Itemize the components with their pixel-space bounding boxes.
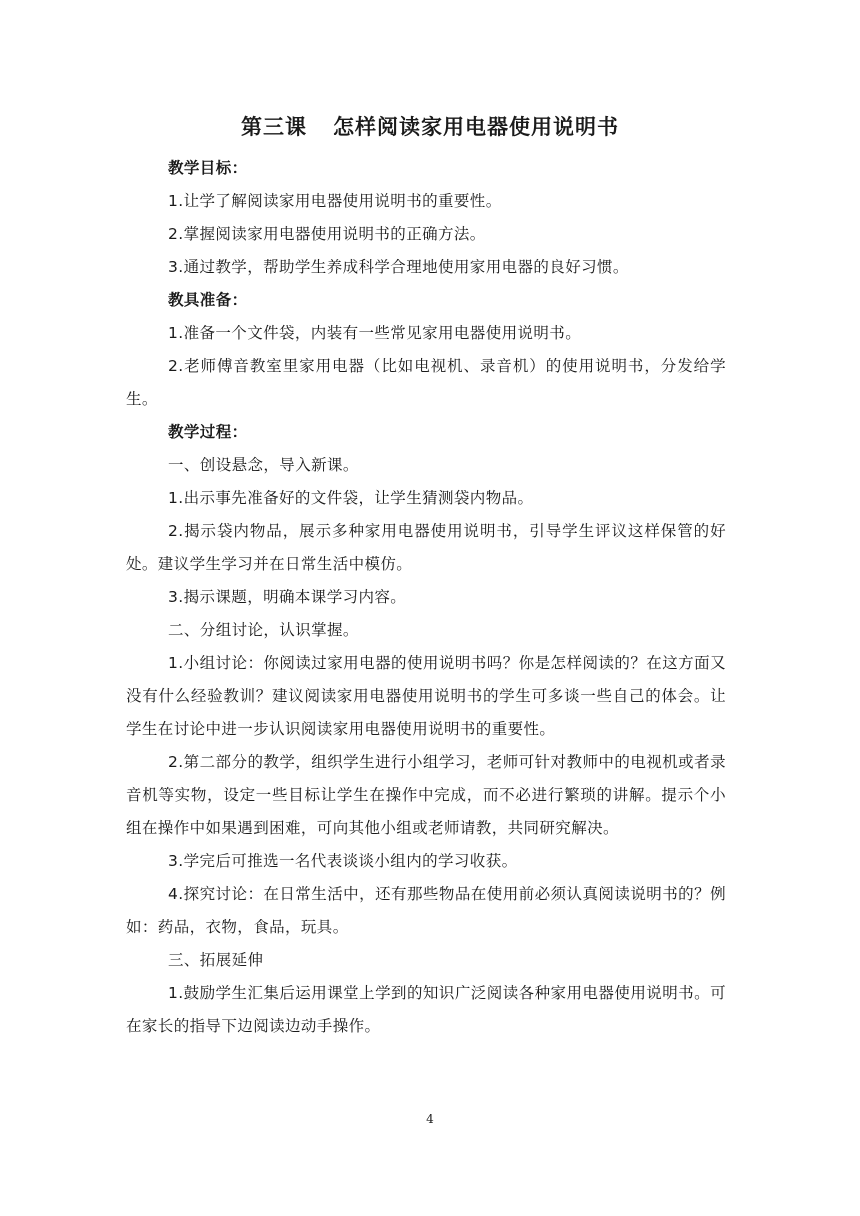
process-item: 3.揭示课题，明确本课学习内容。	[168, 588, 407, 606]
process-item: 2.揭示袋内物品，展示多种家用电器使用说明书，引导学生评议这样保管的好处。建议学生学习并在日常生活中模仿。	[126, 522, 726, 573]
process-item: 4.探究讨论：在日常生活中，还有那些物品在使用前必须认真阅读说明书的？例如：药品，衣物，食品，玩具。	[126, 885, 726, 936]
section-heading: 一、创设悬念，导入新课。	[168, 456, 359, 474]
prep-heading: 教具准备：	[168, 291, 248, 309]
goal-item: 3.通过教学，帮助学生养成科学合理地使用家用电器的良好习惯。	[168, 258, 629, 276]
page-title	[0, 112, 860, 142]
lesson-number: 第三课	[241, 115, 307, 139]
process-item: 2.第二部分的教学，组织学生进行小组学习，老师可针对教师中的电视机或者录音机等实物，设定一些目标让学生在操作中完成，而不必进行繁琐的讲解。提示个小组在操作中如果遇到困难，可向其他小组或老师请教，共同研究解决。	[126, 753, 726, 837]
section-heading: 三、拓展延伸	[168, 951, 264, 969]
process-item: 1.鼓励学生汇集后运用课堂上学到的知识广泛阅读各种家用电器使用说明书。可在家长的指导下边阅读边动手操作。	[126, 984, 726, 1035]
prep-item: 2.老师傅音教室里家用电器（比如电视机、录音机）的使用说明书，分发给学生。	[126, 357, 726, 408]
goal-item: 2.掌握阅读家用电器使用说明书的正确方法。	[168, 225, 486, 243]
page-number: 4	[426, 1112, 434, 1126]
process-item: 1.小组讨论：你阅读过家用电器的使用说明书吗？你是怎样阅读的？在这方面又没有什么经验教训？建议阅读家用电器使用说明书的学生可多谈一些自己的体会。让学生在讨论中进一步认识阅读家用电器使用说明书的重要性。	[126, 654, 726, 738]
process-item: 3.学完后可推选一名代表谈谈小组内的学习收获。	[168, 852, 518, 870]
goals-heading: 教学目标：	[168, 159, 248, 177]
document-body	[126, 152, 726, 1043]
goal-item: 1.让学了解阅读家用电器使用说明书的重要性。	[168, 192, 502, 210]
prep-item: 1.准备一个文件袋，内装有一些常见家用电器使用说明书。	[168, 324, 582, 342]
process-item: 1.出示事先准备好的文件袋，让学生猜测袋内物品。	[168, 489, 534, 507]
process-heading: 教学过程：	[168, 423, 248, 441]
section-heading: 二、分组讨论，认识掌握。	[168, 621, 359, 639]
lesson-topic: 怎样阅读家用电器使用说明书	[333, 115, 619, 139]
